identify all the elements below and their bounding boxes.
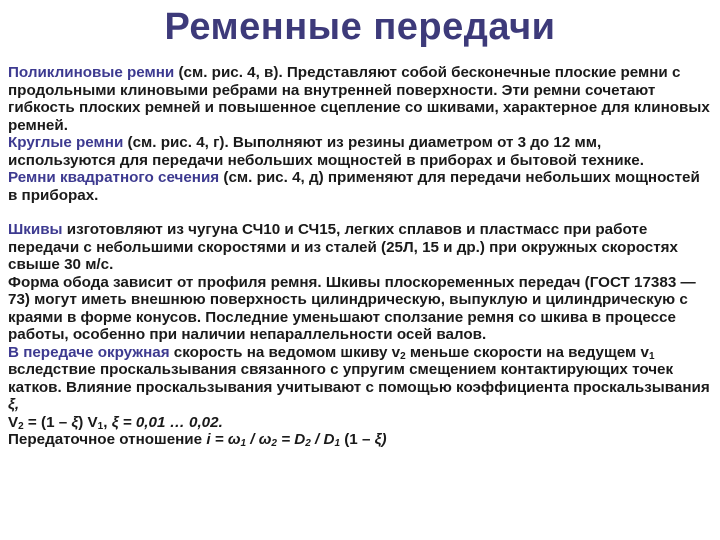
paragraph-square-belts: [8, 169, 712, 204]
formula-gear-ratio: [8, 431, 712, 449]
paragraph-slip: [8, 344, 712, 414]
paragraph-pulleys: [8, 221, 712, 274]
formula-part: ) V: [78, 413, 98, 431]
formula-part: ξ = 0,01 … 0,02.: [111, 413, 223, 431]
formula-part: V: [8, 413, 19, 431]
slide-body: [8, 64, 712, 449]
paragraph-text: изготовляют из чугуна СЧ10 и СЧ15, легких сплавов и пластмасс при работе передачи с небольшими скоростями и из сталей (25Л, 15 и др.) при окружных скоростях свыше 30 м/с.: [8, 221, 678, 273]
term-square-belts: Ремни квадратного сечения: [8, 169, 220, 186]
slide-title: Ременные передачи: [164, 6, 556, 48]
paragraph-text: (см. рис. 4, в). Представляют собой бесконечные плоские ремни с продольными клиновыми ребрами на внутренней поверхности. Эти ремни сочетают гибкость плоских ремней и повышенное сцепление со шкивами, характерное для клиновых ремней.: [8, 64, 710, 134]
xi-symbol: ξ): [374, 431, 387, 448]
formula-part: / ω: [246, 431, 272, 448]
term-pulleys: Шкивы: [8, 221, 63, 238]
formula-part: ,: [103, 413, 112, 431]
paragraph-text: (см. рис. 4, д) применяют для передачи небольших мощностей в приборах.: [8, 169, 700, 204]
subscript: 1: [97, 420, 104, 432]
paragraph-gap: [8, 204, 712, 221]
formula-part: Передаточное отношение: [8, 431, 207, 448]
term-round-belts: Круглые ремни: [8, 134, 124, 151]
paragraph-text: меньше скорости на ведущем v: [405, 343, 649, 361]
paragraph-round-belts: [8, 134, 712, 169]
subscript: 1: [334, 438, 341, 449]
xi-symbol: ξ: [71, 413, 79, 431]
subscript: 1: [648, 350, 655, 362]
paragraph-text: скорость на ведомом шкиву v: [169, 343, 401, 361]
xi-symbol: ξ,: [8, 396, 20, 413]
paragraph-poly-v-belts: [8, 64, 712, 134]
formula-part: i = ω: [206, 431, 241, 448]
subscript: 2: [305, 438, 311, 449]
formula-speed: [8, 414, 712, 432]
paragraph-rim-shape: Форма обода зависит от профиля ремня. Шкивы плоскоременных передач (ГОСТ 17383 — 73) могут иметь внешнюю поверхность цилиндрическую, выпуклую и цилиндрическую с краями в форме конусов. Последние уменьшают сползание ремня со шкива в процессе работы, особенно при наличии непараллельности осей валов.: [8, 273, 696, 343]
paragraph-text: (см. рис. 4, г). Выполняют из резины диаметром от 3 до 12 мм, используются для передачи небольших мощностей в приборах и бытовой технике.: [8, 134, 644, 169]
subscript: 2: [400, 350, 406, 362]
subscript: 1: [240, 438, 247, 449]
paragraph-text: вследствие проскальзывания связанного с упругим смещением контактирующих точек катков. Влияние проскальзывания учитывают с помощью коэффициента проскальзывания: [8, 361, 710, 396]
formula-part: (1 –: [340, 431, 375, 448]
term-peripheral-speed: В передаче окружная: [8, 343, 170, 361]
subscript: 2: [18, 420, 24, 432]
term-poly-v-belts: Поликлиновые ремни: [8, 64, 175, 81]
subscript: 2: [271, 438, 277, 449]
formula-part: = (1 –: [23, 413, 72, 431]
formula-part: = D: [276, 431, 306, 448]
formula-part: / D: [310, 431, 335, 448]
